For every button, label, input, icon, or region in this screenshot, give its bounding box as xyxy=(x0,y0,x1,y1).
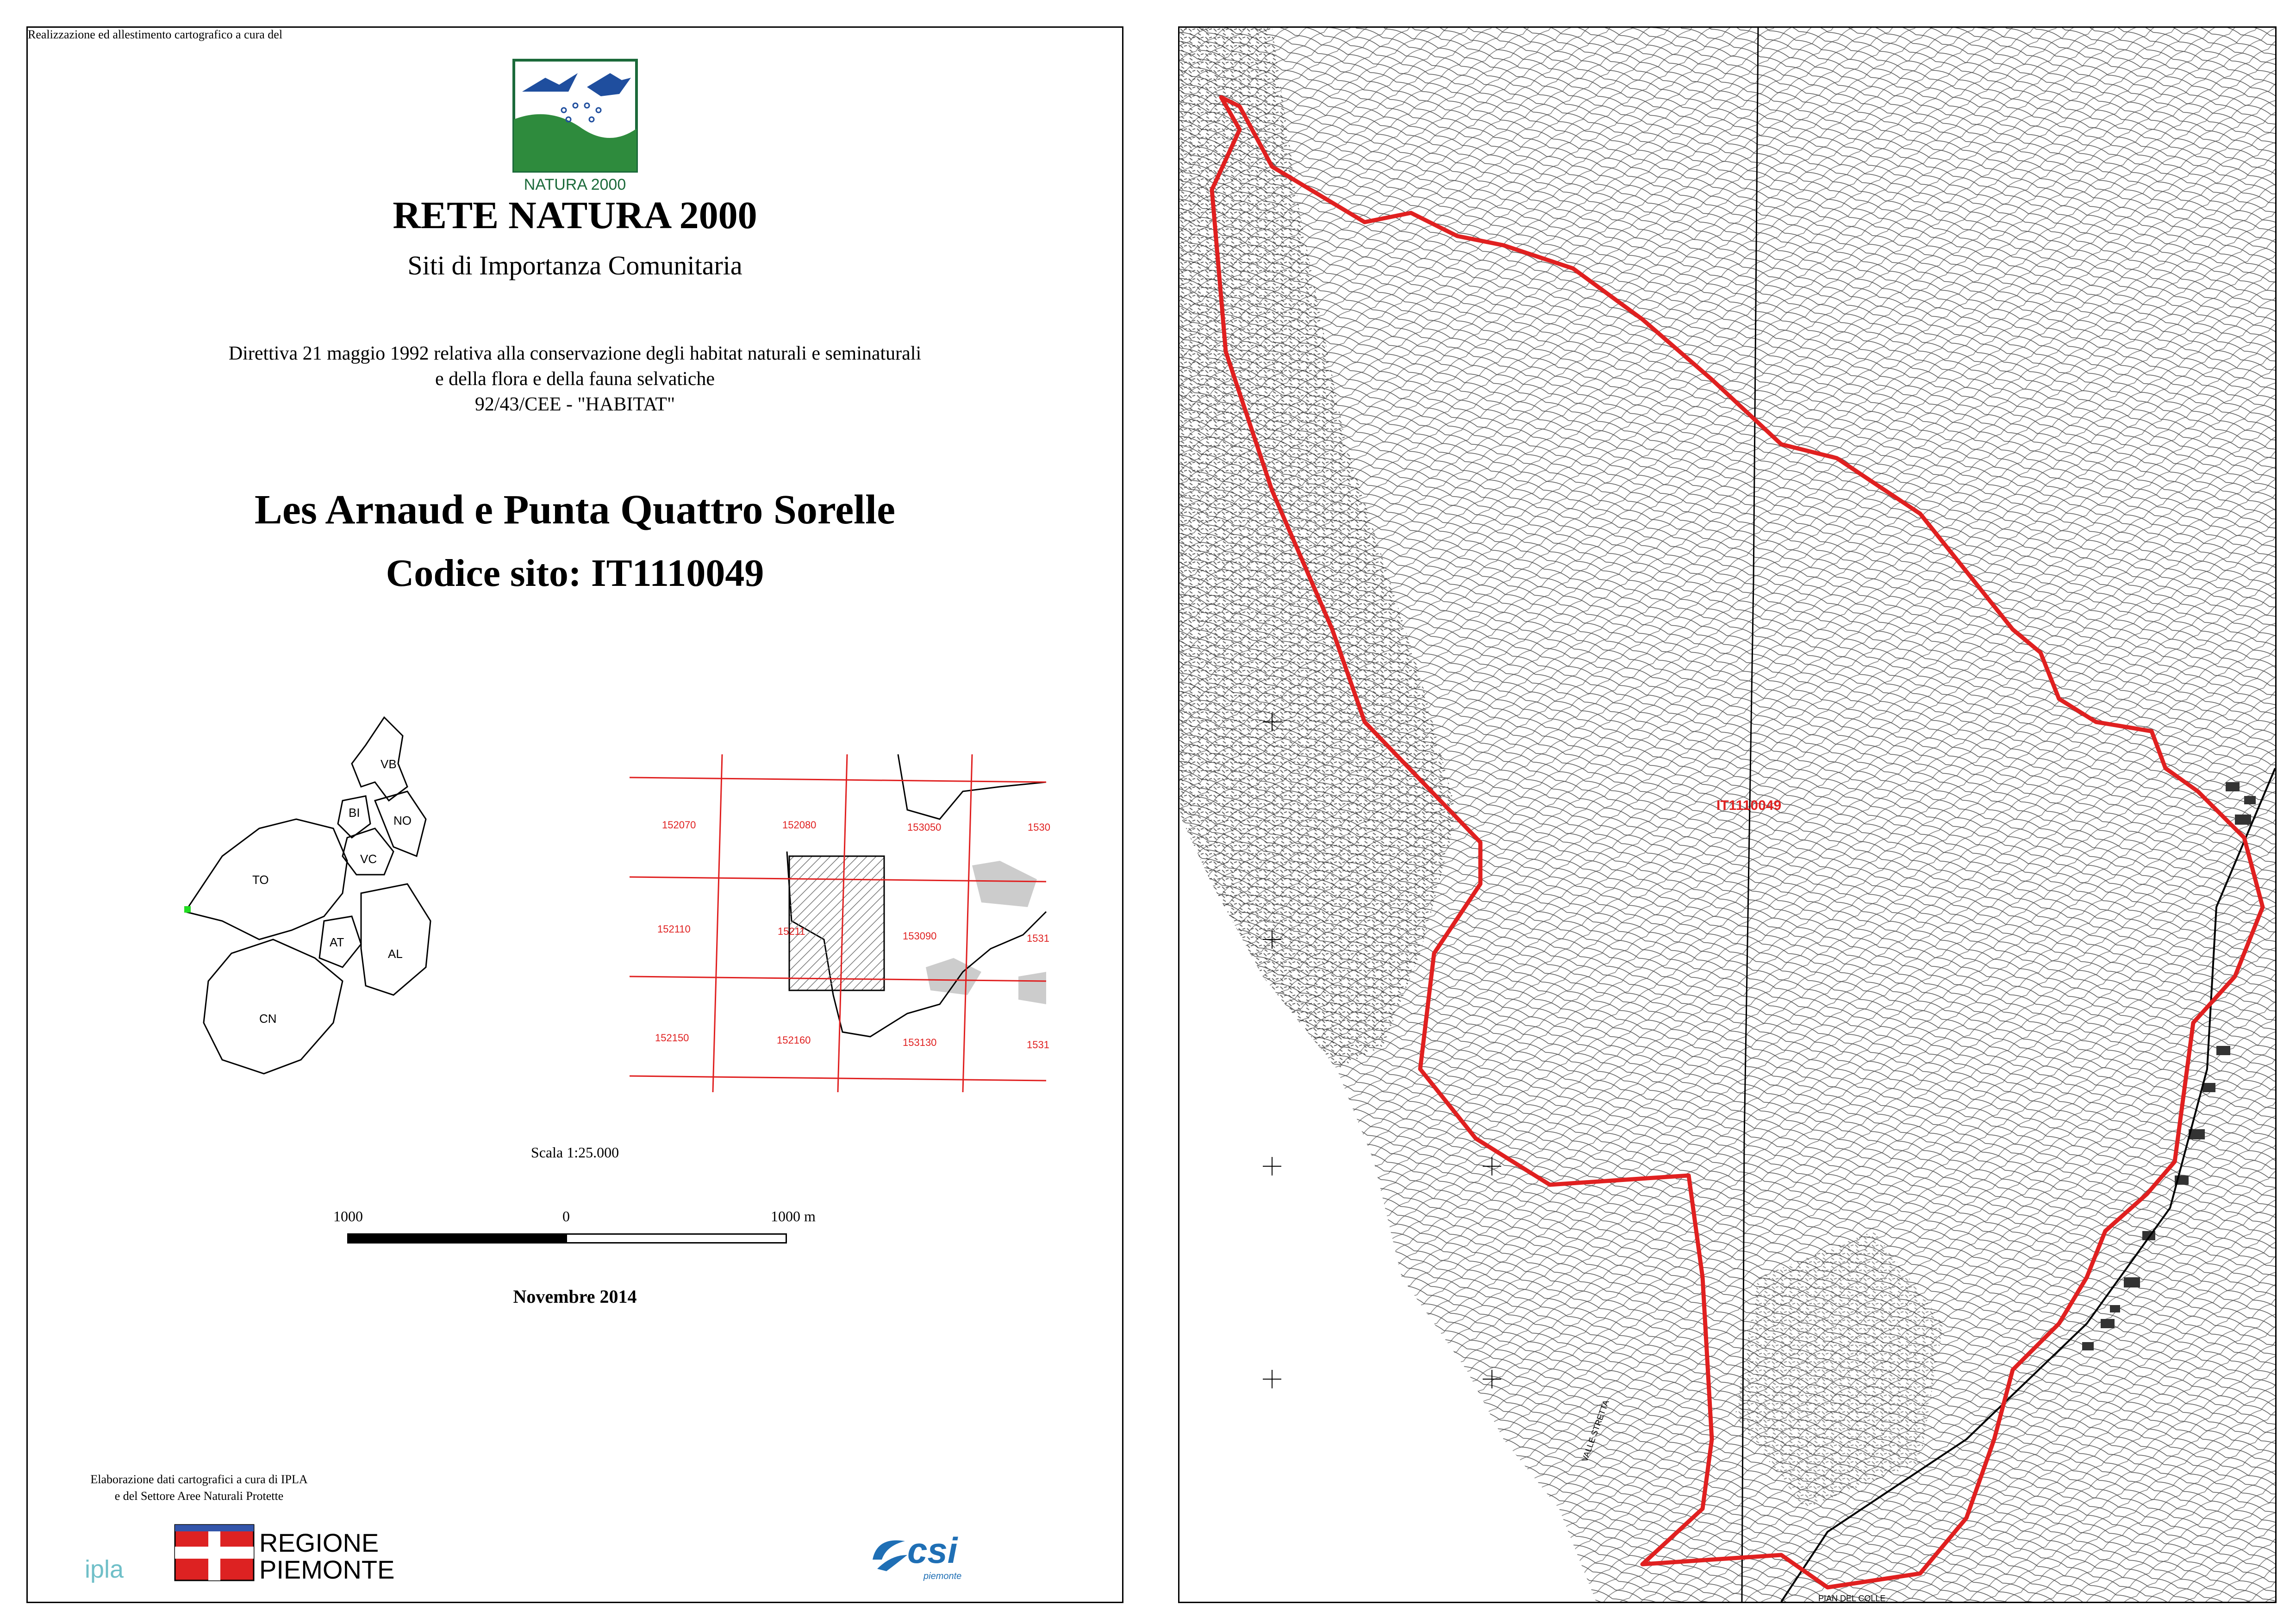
directive-code: 92/43/CEE - "HABITAT" xyxy=(474,394,675,415)
natura-2000-logo xyxy=(513,59,666,193)
province-label: AL xyxy=(388,947,403,961)
tile-label: 152160 xyxy=(777,1034,811,1046)
regione-text-line: PIEMONTE xyxy=(259,1555,395,1584)
tile-label: 152080 xyxy=(782,819,817,831)
credit-ipla: Elaborazione dati cartografici a cura di IPLA xyxy=(90,1473,308,1486)
site-extent-box xyxy=(789,856,884,990)
tile-label: 152110 xyxy=(657,923,691,935)
scale-label: Scala 1:25.000 xyxy=(530,1144,619,1161)
province-label: AT xyxy=(330,935,344,949)
tile-label: 1531 xyxy=(1027,1039,1049,1051)
tile-label: 15211 xyxy=(778,926,805,937)
site-location-marker xyxy=(184,906,191,913)
scale-tick-right: 1000 m xyxy=(771,1208,816,1225)
tile-label: 153090 xyxy=(903,930,937,942)
directive-text: Direttiva 21 maggio 1992 relativa alla conservazione degli habitat naturali e seminaturali xyxy=(228,343,922,364)
province-vb xyxy=(352,717,407,801)
credit-ipla: e del Settore Aree Naturali Protette xyxy=(114,1489,284,1503)
province-label: VB xyxy=(381,757,397,771)
province-label: TO xyxy=(252,873,269,887)
csi-logo-sub: piemonte xyxy=(923,1571,962,1581)
province-label: CN xyxy=(259,1012,277,1026)
ipla-logo: ipla xyxy=(85,1555,124,1583)
topographic-map-panel xyxy=(1178,26,2277,1603)
site-code: Codice sito: IT1110049 xyxy=(386,552,764,595)
scale-bar-black xyxy=(349,1235,567,1242)
topographic-map xyxy=(1179,28,2275,1602)
tile-label: 1531 xyxy=(1027,933,1049,944)
credit-csi: Realizzazione ed allestimento cartografico a cura del xyxy=(28,28,283,41)
province-map xyxy=(167,708,509,1125)
tile-label: 152070 xyxy=(662,819,696,831)
province-label: BI xyxy=(349,806,360,820)
page-title: RETE NATURA 2000 xyxy=(393,194,757,237)
title-panel xyxy=(26,26,1123,1603)
publication-date: Novembre 2014 xyxy=(513,1286,637,1307)
tile-label: 152150 xyxy=(655,1032,689,1044)
csi-swirl-icon xyxy=(868,1532,910,1573)
grid-map xyxy=(630,754,1050,1092)
scale-bar xyxy=(347,1233,787,1244)
scale-tick-left: 1000 xyxy=(333,1208,363,1225)
regione-piemonte-crest-icon xyxy=(175,1525,254,1580)
csi-logo: csi xyxy=(907,1530,958,1571)
province-al xyxy=(361,884,430,995)
site-map-label: IT1110049 xyxy=(1716,798,1782,813)
site-name: Les Arnaud e Punta Quattro Sorelle xyxy=(254,487,896,533)
place-label: PIAN DEL COLLE xyxy=(1818,1594,1886,1603)
province-label: VC xyxy=(360,852,377,866)
place-label: VALLE STRETTA xyxy=(1579,1399,1611,1463)
tile-label: 153130 xyxy=(903,1037,937,1048)
province-label: NO xyxy=(393,814,412,827)
page-subtitle: Siti di Importanza Comunitaria xyxy=(407,250,742,280)
directive-text: e della flora e della fauna selvatiche xyxy=(435,368,715,390)
regione-piemonte-logo xyxy=(259,1530,394,1583)
logo-caption: NATURA 2000 xyxy=(524,176,626,193)
tile-label: 153050 xyxy=(907,821,942,833)
regione-text-line: REGIONE xyxy=(259,1528,379,1557)
scale-tick-middle: 0 xyxy=(562,1208,570,1225)
tile-label: 1530 xyxy=(1028,821,1050,833)
